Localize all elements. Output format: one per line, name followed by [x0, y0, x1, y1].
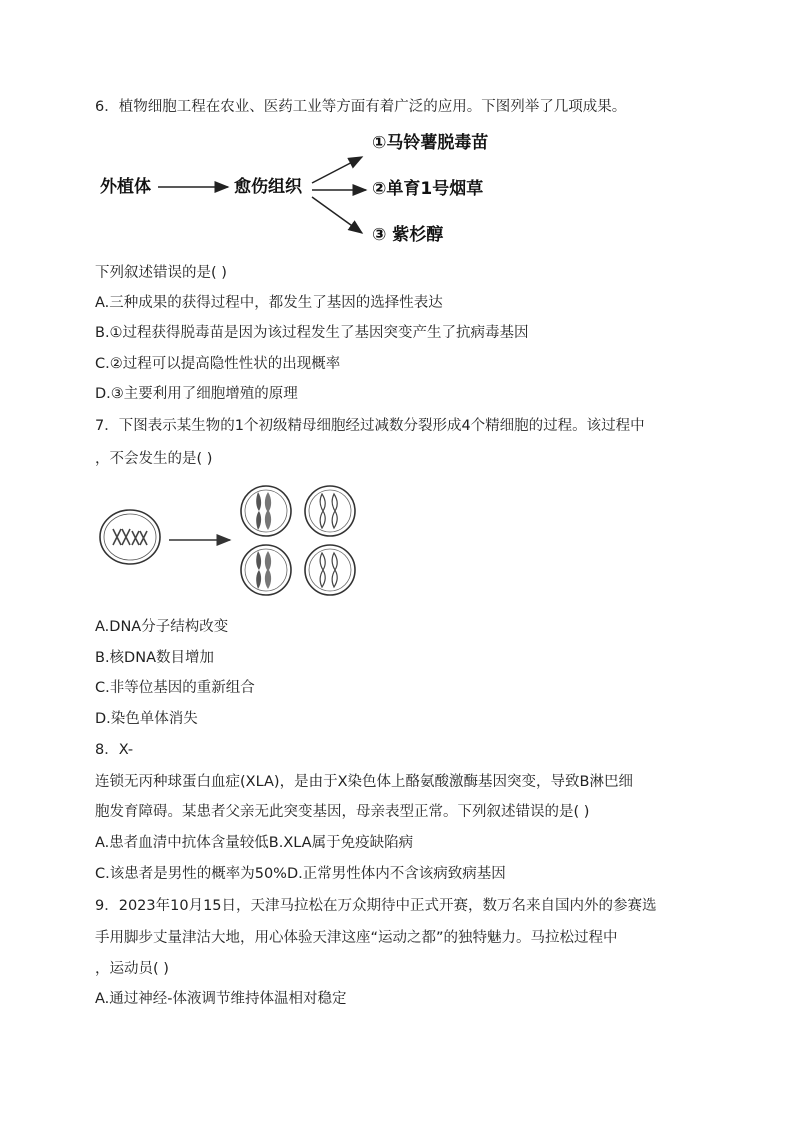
diagram-source: 外植体 [100, 177, 151, 197]
diagram-result-2: ②单育1号烟草 [372, 179, 484, 199]
q6-option-a: A.三种成果的获得过程中，都发生了基因的选择性表达 [95, 295, 443, 311]
q9-line1: 9．2023年10月15日，天津马拉松在万众期待中正式开赛，数万名来自国内外的参赛选 [95, 898, 657, 914]
q8-line3: 胞发育障碍。某患者父亲无此突变基因，母亲表型正常。下列叙述错误的是( ) [95, 804, 590, 820]
spermatid-top-left [241, 486, 291, 536]
q6-option-c: C.②过程可以提高隐性性状的出现概率 [95, 356, 341, 372]
q7-option-b: B.核DNA数目增加 [95, 650, 214, 666]
q7-stem-line1: 7．下图表示某生物的1个初级精母细胞经过减数分裂形成4个精细胞的过程。该过程中 [95, 418, 645, 434]
primary-spermatocyte [100, 510, 160, 564]
q9-line2: 手用脚步丈量津沽大地，用心体验天津这座“运动之都”的独特魅力。马拉松过程中 [95, 930, 618, 946]
q8-options-line1: A.患者血清中抗体含量较低B.XLA属于免疫缺陷病 [95, 835, 414, 851]
q7-option-d: D.染色单体消失 [95, 711, 198, 727]
diagram-result-3: ③ 紫杉醇 [372, 225, 444, 245]
q7-option-c: C.非等位基因的重新组合 [95, 680, 255, 696]
q9-line3: ，运动员( ) [95, 961, 169, 977]
q7-option-a: A.DNA分子结构改变 [95, 619, 229, 635]
q6-stem: 6．植物细胞工程在农业、医药工业等方面有着广泛的应用。下图列举了几项成果。 [95, 99, 627, 115]
q7-stem-line2: ，不会发生的是( ) [95, 451, 213, 467]
spermatid-bottom-left [241, 545, 291, 595]
spermatid-top-right [305, 486, 355, 536]
diagram-result-1: ①马铃薯脱毒苗 [372, 133, 489, 153]
spermatid-bottom-right [305, 545, 355, 595]
q6-option-d: D.③主要利用了细胞增殖的原理 [95, 386, 298, 402]
q8-line2: 连锁无丙种球蛋白血症(XLA)，是由于X染色体上酪氨酸激酶基因突变，导致B淋巴细 [95, 774, 633, 790]
q8-line1: 8．X- [95, 742, 134, 758]
diagram-middle: 愈伤组织 [234, 177, 302, 197]
q8-options-line2: C.该患者是男性的概率为50%D.正常男性体内不含该病致病基因 [95, 866, 506, 882]
q9-option-a: A.通过神经-体液调节维持体温相对稳定 [95, 991, 347, 1007]
q6-question: 下列叙述错误的是( ) [95, 265, 227, 281]
q6-option-b: B.①过程获得脱毒苗是因为该过程发生了基因突变产生了抗病毒基因 [95, 325, 529, 341]
